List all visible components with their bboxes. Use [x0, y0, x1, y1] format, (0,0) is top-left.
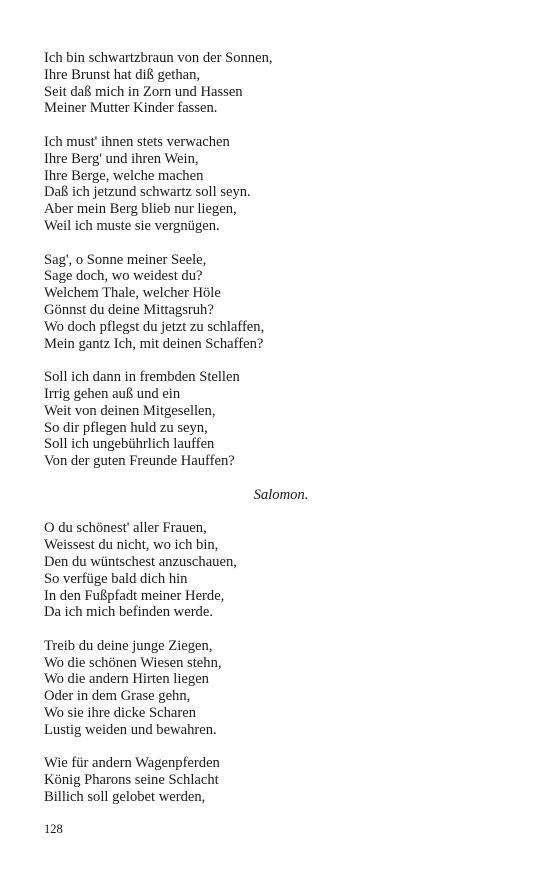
verse-line: So verfüge bald dich hin [44, 570, 188, 587]
poem-section-after [44, 520, 504, 806]
verse-line: Soll ich dann in frembden Stellen [44, 369, 240, 386]
verse-line: Wo die schönen Wiesen stehn, [44, 654, 222, 671]
verse-line: Wo doch pflegst du jetzt zu schlaffen, [44, 318, 265, 335]
verse-line: Ich bin schwartzbraun von der Sonnen, [44, 50, 273, 66]
speaker-heading: Salomon. [253, 486, 309, 503]
verse-line: Welchem Thale, welcher Höle [44, 285, 221, 302]
verse-line: Von der guten Freunde Hauffen? [44, 453, 235, 470]
stanza [44, 755, 504, 805]
verse-line: König Pharons seine Schlacht [44, 772, 219, 789]
verse-line: Billich soll gelobet werden, [44, 789, 206, 806]
verse-line: Soll ich ungebührlich lauffen [44, 436, 215, 453]
verse-line: Treib du deine junge Ziegen, [44, 637, 213, 654]
verse-line: Mein gantz Ich, mit deinen Schaffen? [44, 335, 264, 352]
verse-line: Daß ich jetzund schwartz soll seyn. [44, 184, 251, 201]
verse-line: Oder in dem Grase gehn, [44, 688, 191, 705]
verse-line: Wo die andern Hirten liegen [44, 671, 209, 688]
verse-line: Weil ich muste sie vergnügen. [44, 217, 220, 234]
stanza [44, 252, 504, 353]
verse-line: Wo sie ihre dicke Scharen [44, 705, 197, 722]
verse-line: Ich must' ihnen stets verwachen [44, 133, 230, 150]
verse-line: Ihre Brunst hat diß gethan, [44, 66, 201, 83]
poem-section-before [44, 50, 504, 470]
verse-line: Wie für andern Wagenpferden [44, 755, 220, 772]
verse-line: Ihre Berge, welche machen [44, 167, 204, 184]
verse-line: So dir pflegen huld zu seyn, [44, 419, 208, 436]
verse-line: Da ich mich befinden werde. [44, 604, 213, 621]
stanza [44, 134, 504, 235]
verse-line: Aber mein Berg blieb nur liegen, [44, 201, 237, 218]
stanza [44, 520, 504, 621]
verse-line: Lustig weiden und bewahren. [44, 721, 217, 738]
stanza [44, 50, 504, 117]
verse-line: Gönnst du deine Mittagsruh? [44, 301, 214, 318]
stanza [44, 638, 504, 739]
stanza [44, 369, 504, 470]
verse-line: Meiner Mutter Kinder fassen. [44, 100, 218, 117]
verse-line: Weit von deinen Mitgesellen, [44, 402, 216, 419]
verse-line: Seit daß mich in Zorn und Hassen [44, 83, 243, 100]
verse-line: Irrig gehen auß und ein [44, 385, 181, 402]
verse-line: Sage doch, wo weidest du? [44, 268, 203, 285]
page-body [44, 50, 504, 823]
verse-line: Sag', o Sonne meiner Seele, [44, 251, 207, 268]
verse-line: In den Fußpfadt meiner Herde, [44, 587, 225, 604]
verse-line: O du schönest' aller Frauen, [44, 520, 207, 537]
page-number: 128 [44, 822, 63, 836]
verse-line: Ihre Berg' und ihren Wein, [44, 150, 199, 167]
verse-line: Weissest du nicht, wo ich bin, [44, 537, 219, 554]
verse-line: Den du wüntschest anzuschauen, [44, 553, 237, 570]
